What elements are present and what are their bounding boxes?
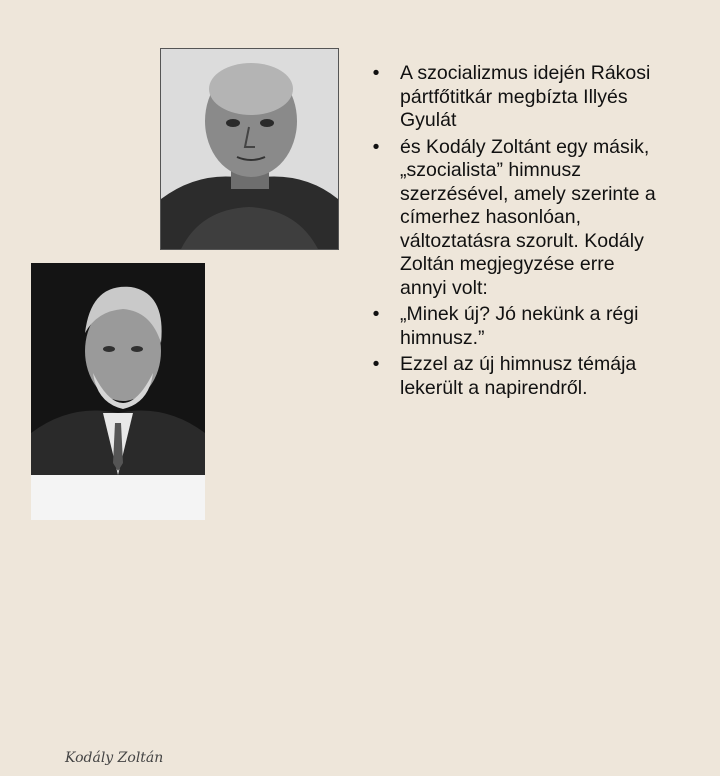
portrait-illustration-bottom bbox=[31, 263, 205, 520]
bullet-item bbox=[366, 62, 666, 133]
portrait-illustration-top bbox=[161, 49, 338, 249]
signature-kodaly: Kodály Zoltán bbox=[65, 750, 164, 766]
bullet-text: Ezzel az új himnusz témája lekerült a napirendről. bbox=[400, 353, 637, 399]
bullet-list bbox=[366, 62, 666, 400]
bullet-dot-icon: • bbox=[372, 135, 380, 158]
bullet-text-block bbox=[366, 62, 666, 403]
portrait-photo-bottom bbox=[31, 263, 205, 766]
bullet-item bbox=[366, 136, 666, 301]
bullet-item bbox=[366, 353, 666, 400]
bullet-text: „Minek új? Jó nekünk a régi himnusz.” bbox=[400, 303, 639, 349]
bullet-dot-icon: • bbox=[372, 353, 380, 375]
bullet-text: A szocializmus idején Rákosi pártfőtitkár megbízta Illyés Gyulát bbox=[400, 62, 651, 131]
bullet-dot-icon: • bbox=[372, 303, 380, 325]
bullet-item bbox=[366, 303, 666, 350]
portrait-photo-top bbox=[160, 48, 339, 250]
bullet-dot-icon: • bbox=[372, 62, 380, 84]
bullet-text: és Kodály Zoltánt egy másik, „szocialista” himnusz szerzésével, amely szerinte a címerhez hasonlóan, változtatásra szorult. Kodály Zoltán megjegyzése erre annyi volt: bbox=[400, 135, 656, 299]
